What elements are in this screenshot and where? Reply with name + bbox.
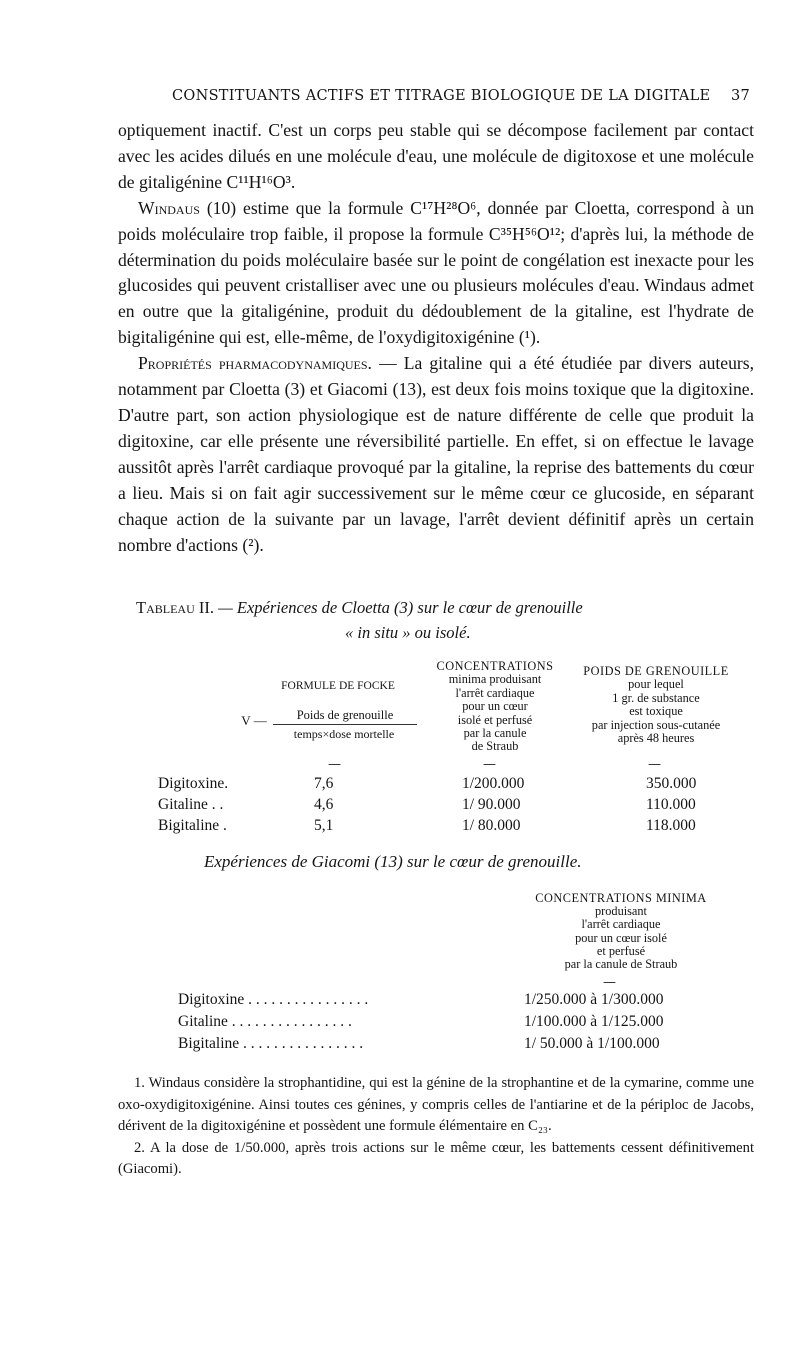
table2-header [514, 892, 728, 971]
table2-row-conc: 1/ 50.000 à 1/100.000 [524, 1035, 660, 1052]
table-row-conc: 1/ 90.000 [462, 796, 521, 813]
header-line: isolé et perfusé [457, 712, 533, 727]
header-title: CONSTITUANTS ACTIFS ET TITRAGE BIOLOGIQUE DE LA DIGITALE [172, 88, 711, 104]
header-line: après 48 heures [617, 731, 695, 746]
table1-label: Tableau II. [136, 598, 214, 617]
col1-denominator: temps×dose mortelle [293, 727, 395, 741]
header-line: pour lequel [628, 677, 684, 692]
paragraph-3-text: — La gitaline qui a été étudiée par divers auteurs, notamment par Cloetta (3) et Giacomi (13), est deux fois moins toxique que la digitoxine. D'autre part, son action physiologique est de nature différente de celle que produit la digitoxine, car elle présente une réversibilité partielle. En effet, si on effectue le lavage aussitôt après l'arrêt cardiaque provoqué par la gitaline, la reprise des battements du cœur a lieu. Mais si on fait agir successivement sur le même cœur ce glucoside, en séparant chaque action de la suivante par un lavage, l'arrêt devient définitif après un certain nombre d'actions (²). [118, 353, 754, 555]
footnote-1: 1. Windaus considère la strophantidine, qui est la génine de la strophantine et de la cymarine, comme une oxo-oxydigitoxigénine. Ainsi toutes ces génines, y compris celles de l'antiarine et de la périploc de Jacobs, dérivent de la digitoxigénine et possèdent une formule élémentaire en C₂₃. [118, 1075, 754, 1135]
table-row-poids: 110.000 [646, 796, 696, 813]
header-line: minima produisant [448, 672, 542, 687]
table2-row-name: Digitoxine . . . . . . . . . . . . . . . . [178, 991, 369, 1008]
table2-row-name: Bigitaline . . . . . . . . . . . . . . . . [178, 1035, 364, 1052]
dash: — [648, 757, 661, 772]
table-row-v: 5,1 [314, 817, 334, 834]
table-row-poids: 118.000 [646, 817, 696, 834]
header-line: POIDS DE GRENOUILLE [583, 664, 729, 678]
table-row-name: Bigitaline . [158, 817, 227, 834]
header-line: CONCENTRATIONS MINIMA [535, 891, 707, 905]
col1-numerator: Poids de grenouille [296, 708, 394, 722]
section-heading: Propriétés pharmacodynamiques. [138, 353, 372, 374]
paragraph-3 [118, 351, 754, 558]
table2-row-conc: 1/250.000 à 1/300.000 [524, 991, 664, 1008]
col3-header [572, 665, 740, 745]
table1-caption [136, 598, 583, 618]
dash: — [328, 757, 341, 772]
table2-row-name: Gitaline . . . . . . . . . . . . . . . . [178, 1013, 352, 1030]
table2-caption: Expériences de Giacomi (13) sur le cœur de grenouille. [204, 852, 582, 871]
header-line: et perfusé [596, 943, 646, 958]
author-name: Windaus [138, 197, 200, 218]
fraction-line [273, 724, 417, 725]
paragraph-1: optiquement inactif. C'est un corps peu stable qui se décompose facilement par contact avec les acides dilués en une molécule d'eau, une molécule de digitoxose et une molécule de gitaligénine C¹¹H¹⁶O³. [118, 120, 754, 192]
table1-caption-text: — Expériences de Cloetta (3) sur le cœur de grenouille [218, 598, 583, 617]
table-row-v: 4,6 [314, 796, 334, 813]
table-row-name: Digitoxine. [158, 775, 229, 792]
header-line: par la canule [463, 726, 527, 741]
dash: — [483, 757, 496, 772]
paragraph-2-text: (10) estime que la formule C¹⁷H²⁸O⁶, donnée par Cloetta, correspond à un poids moléculaire trop faible, il propose la formule C³⁵H⁵⁶O¹²; d'après lui, la méthode de détermination du poids moléculaire basée sur le point de congélation est inexacte pour les glucosides qui peuvent cristalliser avec une ou plusieurs molécules d'eau. Windaus admet en outre que la gitaligénine, produit du dédoublement de la gitaline, est l'hydrate de bigitaligénine qui est, elle-même, de l'oxydigitoxigénine (¹). [118, 197, 754, 348]
footnote-2: 2. A la dose de 1/50.000, après trois actions sur le même cœur, les battements cessent définitivement (Giacomi). [118, 1139, 754, 1178]
header-line: est toxique [629, 704, 683, 719]
body-text [118, 118, 754, 558]
table1-caption-line2: « in situ » ou isolé. [345, 623, 471, 642]
page-number: 37 [730, 88, 750, 104]
header-line: pour un cœur isolé [575, 930, 667, 945]
table-row-conc: 1/200.000 [462, 775, 525, 792]
header-line: l'arrêt cardiaque [581, 917, 661, 932]
col1-title: FORMULE DE FOCKE [281, 680, 395, 692]
header-line: 1 gr. de substance [612, 690, 700, 705]
dash: — [603, 975, 616, 990]
col2-header [430, 660, 560, 754]
header-line: produisant [595, 904, 647, 919]
header-line: par injection sous-cutanée [591, 717, 721, 732]
header-line: pour un cœur [462, 699, 528, 714]
paragraph-2 [118, 196, 754, 351]
table2-row-conc: 1/100.000 à 1/125.000 [524, 1013, 664, 1030]
footnotes [118, 1073, 754, 1181]
table-row-conc: 1/ 80.000 [462, 817, 521, 834]
header-line: CONCENTRATIONS [436, 659, 554, 673]
header-line: par la canule de Straub [564, 957, 678, 972]
table-row-name: Gitaline . . [158, 796, 224, 813]
col1-v: V — [241, 713, 267, 728]
table-row-v: 7,6 [314, 775, 334, 792]
header-line: l'arrêt cardiaque [455, 685, 535, 700]
header-line: de Straub [471, 739, 519, 754]
table-row-poids: 350.000 [646, 775, 697, 792]
